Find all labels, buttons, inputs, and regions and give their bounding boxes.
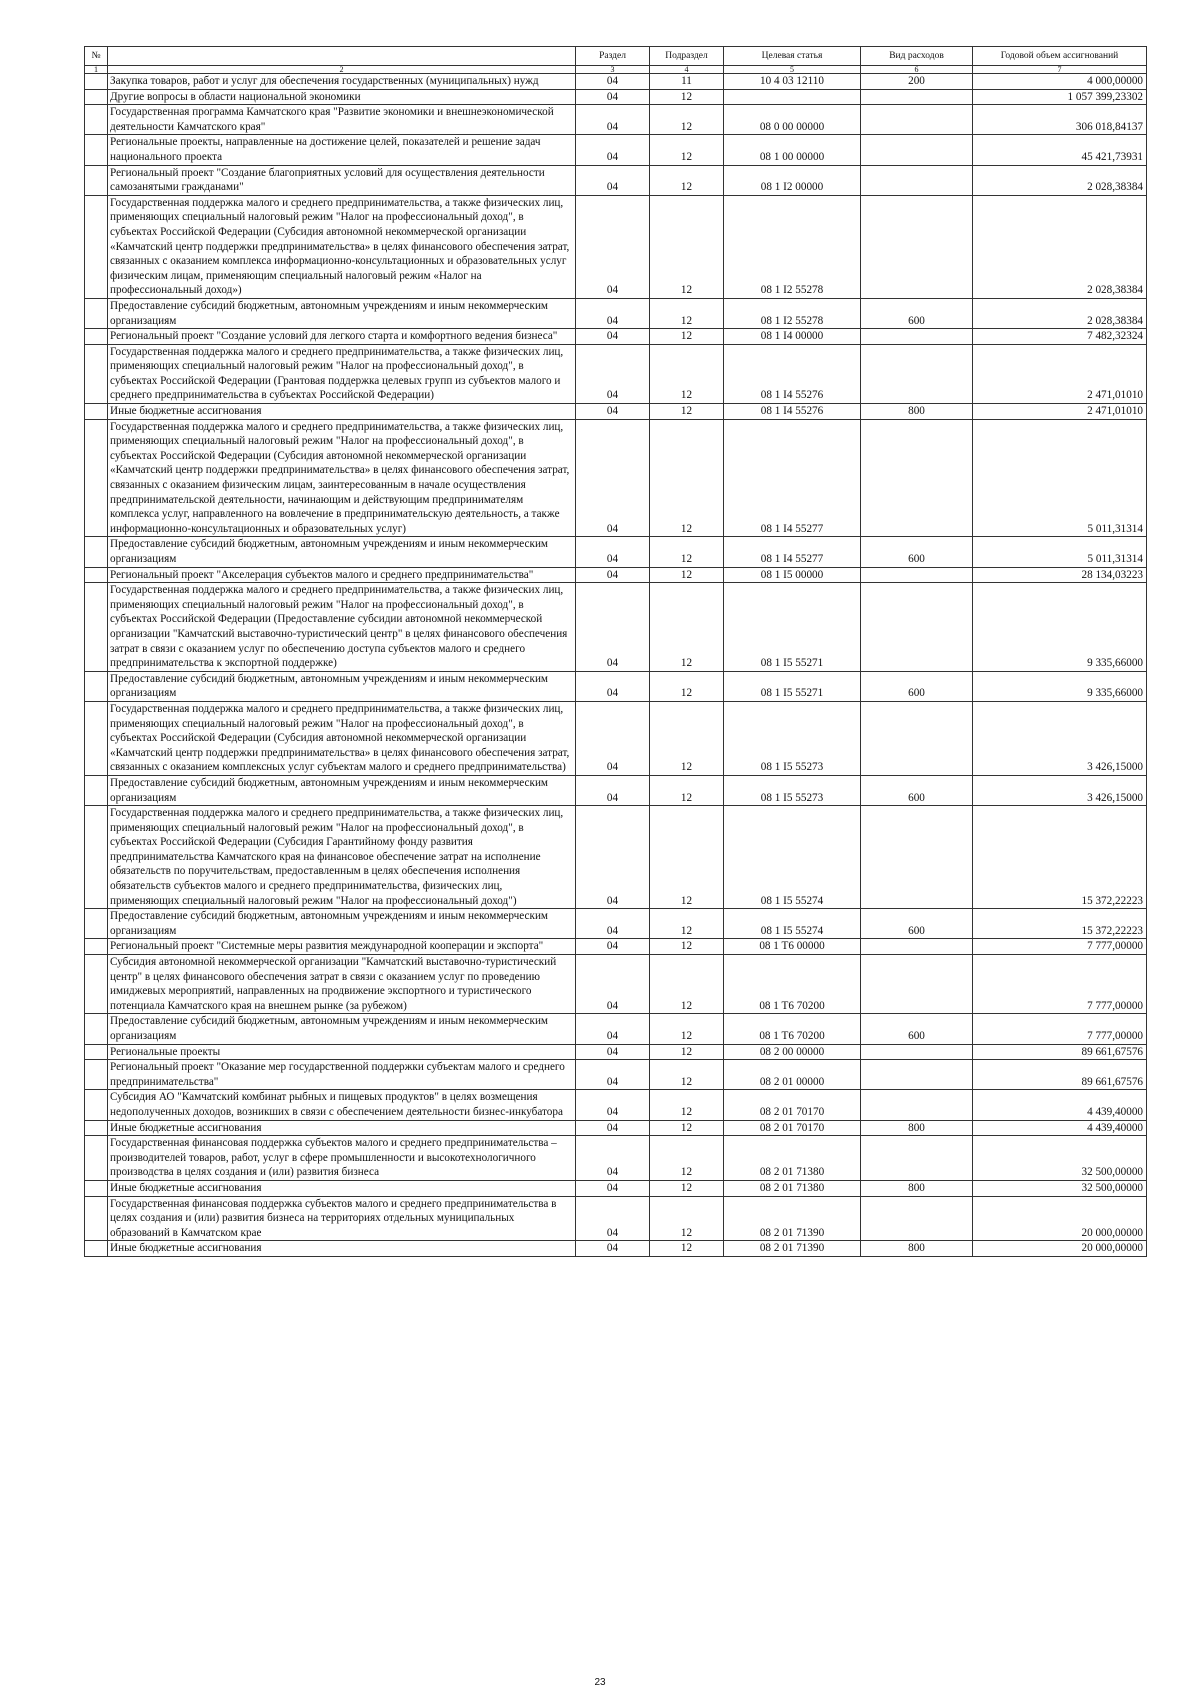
row-target-article: 08 1 T6 70200	[724, 955, 861, 1014]
row-target-article: 08 1 T6 00000	[724, 939, 861, 955]
row-target-article: 08 1 I4 00000	[724, 329, 861, 345]
row-amount: 4 000,00000	[973, 74, 1147, 90]
page-number: 23	[594, 1677, 606, 1688]
row-subsection: 12	[650, 1241, 724, 1257]
row-amount: 1 057 399,23302	[973, 89, 1147, 105]
row-number-cell	[85, 909, 108, 939]
row-expense-type	[861, 105, 973, 135]
row-target-article: 08 1 00 00000	[724, 135, 861, 165]
row-number-cell	[85, 1136, 108, 1181]
row-number-cell	[85, 419, 108, 537]
row-amount: 4 439,40000	[973, 1090, 1147, 1120]
row-number-cell	[85, 89, 108, 105]
table-row	[85, 955, 1147, 1014]
row-number-cell	[85, 105, 108, 135]
row-target-article: 08 1 I2 55278	[724, 195, 861, 298]
row-number-cell	[85, 939, 108, 955]
budget-table	[84, 46, 1147, 1257]
row-subsection: 12	[650, 1014, 724, 1044]
table-row	[85, 537, 1147, 567]
row-expense-type: 800	[861, 404, 973, 420]
table-row	[85, 195, 1147, 298]
column-number-cell: 1	[85, 66, 108, 74]
row-name: Региональные проекты	[108, 1044, 576, 1060]
row-section: 04	[576, 909, 650, 939]
row-number-cell	[85, 1241, 108, 1257]
row-expense-type	[861, 329, 973, 345]
row-name: Предоставление субсидий бюджетным, автономным учреждениям и иным некоммерческим организациям	[108, 298, 576, 328]
row-name: Региональный проект "Системные меры развития международной кооперации и экспорта"	[108, 939, 576, 955]
row-number-cell	[85, 1044, 108, 1060]
table-body	[85, 74, 1147, 1257]
row-name: Предоставление субсидий бюджетным, автономным учреждениям и иным некоммерческим организациям	[108, 909, 576, 939]
row-target-article: 08 1 I5 55271	[724, 583, 861, 672]
row-name: Иные бюджетные ассигнования	[108, 1120, 576, 1136]
row-subsection: 12	[650, 671, 724, 701]
row-amount: 15 372,22223	[973, 806, 1147, 909]
row-expense-type	[861, 955, 973, 1014]
row-section: 04	[576, 404, 650, 420]
row-expense-type	[861, 583, 973, 672]
table-row	[85, 135, 1147, 165]
row-subsection: 12	[650, 909, 724, 939]
row-target-article: 08 1 I5 55274	[724, 806, 861, 909]
header-expense-type: Вид расходов	[861, 47, 973, 66]
table-row	[85, 1241, 1147, 1257]
row-section: 04	[576, 806, 650, 909]
table-row	[85, 775, 1147, 805]
row-target-article: 08 2 00 00000	[724, 1044, 861, 1060]
table-row	[85, 939, 1147, 955]
row-subsection: 12	[650, 1180, 724, 1196]
row-amount: 2 471,01010	[973, 404, 1147, 420]
row-section: 04	[576, 105, 650, 135]
row-number-cell	[85, 1180, 108, 1196]
row-expense-type	[861, 1136, 973, 1181]
row-name: Предоставление субсидий бюджетным, автономным учреждениям и иным некоммерческим организациям	[108, 1014, 576, 1044]
row-target-article: 08 2 01 70170	[724, 1120, 861, 1136]
row-expense-type	[861, 806, 973, 909]
row-section: 04	[576, 955, 650, 1014]
table-row	[85, 1196, 1147, 1241]
row-expense-type: 600	[861, 671, 973, 701]
row-name: Региональный проект "Создание условий для легкого старта и комфортного ведения бизнеса"	[108, 329, 576, 345]
row-number-cell	[85, 74, 108, 90]
row-amount: 4 439,40000	[973, 1120, 1147, 1136]
row-section: 04	[576, 329, 650, 345]
row-number-cell	[85, 955, 108, 1014]
budget-table-sheet	[84, 46, 1146, 1257]
row-subsection: 12	[650, 1136, 724, 1181]
row-number-cell	[85, 1014, 108, 1044]
row-section: 04	[576, 298, 650, 328]
table-row	[85, 806, 1147, 909]
row-name: Иные бюджетные ассигнования	[108, 1180, 576, 1196]
row-subsection: 11	[650, 74, 724, 90]
row-number-cell	[85, 1196, 108, 1241]
row-expense-type	[861, 165, 973, 195]
row-number-cell	[85, 701, 108, 775]
row-subsection: 12	[650, 567, 724, 583]
row-amount: 89 661,67576	[973, 1060, 1147, 1090]
row-amount: 2 028,38384	[973, 195, 1147, 298]
row-name: Другие вопросы в области национальной экономики	[108, 89, 576, 105]
row-number-cell	[85, 135, 108, 165]
table-row	[85, 329, 1147, 345]
row-section: 04	[576, 939, 650, 955]
row-amount: 45 421,73931	[973, 135, 1147, 165]
table-row	[85, 567, 1147, 583]
row-number-cell	[85, 1120, 108, 1136]
row-target-article: 08 2 01 71390	[724, 1241, 861, 1257]
row-name: Субсидия АО "Камчатский комбинат рыбных и пищевых продуктов" в целях возмещения недополученных доходов, возникших в связи с обеспечением деятельности бизнес-инкубатора	[108, 1090, 576, 1120]
row-target-article: 08 1 I4 55276	[724, 344, 861, 403]
table-row	[85, 909, 1147, 939]
row-expense-type	[861, 701, 973, 775]
row-number-cell	[85, 1060, 108, 1090]
row-section: 04	[576, 701, 650, 775]
row-amount: 7 777,00000	[973, 1014, 1147, 1044]
row-number-cell	[85, 671, 108, 701]
row-number-cell	[85, 344, 108, 403]
row-name: Государственная поддержка малого и среднего предпринимательства, а также физических лиц, применяющих специальный налоговый режим "Налог на профессиональный доход", в субъектах Российской Федерации (Субсидия автономной некоммерческой организации «Камчатский центр поддержки предпринимательства» в целях финансового обеспечения затрат, связанных с оказанием физическим лицам, заинтересованным в начале осуществления предпринимательской деятельности, начинающим и действующим предпринимателям комплекса услуг, направленного на вовлечение в предпринимательскую деятельность, а также информационно-консультационных и образовательных услуг)	[108, 419, 576, 537]
table-row	[85, 1180, 1147, 1196]
row-subsection: 12	[650, 806, 724, 909]
row-number-cell	[85, 806, 108, 909]
row-name: Закупка товаров, работ и услуг для обеспечения государственных (муниципальных) нужд	[108, 74, 576, 90]
column-number-cell: 3	[576, 66, 650, 74]
row-section: 04	[576, 1136, 650, 1181]
row-subsection: 12	[650, 89, 724, 105]
table-row	[85, 404, 1147, 420]
row-name: Региональный проект "Оказание мер государственной поддержки субъектам малого и среднего предпринимательства"	[108, 1060, 576, 1090]
row-section: 04	[576, 1060, 650, 1090]
row-amount: 20 000,00000	[973, 1241, 1147, 1257]
row-section: 04	[576, 74, 650, 90]
row-amount: 7 777,00000	[973, 939, 1147, 955]
row-target-article: 08 1 I4 55277	[724, 537, 861, 567]
row-target-article: 08 1 I4 55276	[724, 404, 861, 420]
row-target-article: 08 0 00 00000	[724, 105, 861, 135]
row-number-cell	[85, 583, 108, 672]
row-subsection: 12	[650, 344, 724, 403]
row-amount: 2 471,01010	[973, 344, 1147, 403]
row-section: 04	[576, 1044, 650, 1060]
table-row	[85, 1060, 1147, 1090]
row-number-cell	[85, 1090, 108, 1120]
row-target-article	[724, 89, 861, 105]
table-row	[85, 344, 1147, 403]
row-target-article: 08 1 I5 55271	[724, 671, 861, 701]
row-target-article: 10 4 03 12110	[724, 74, 861, 90]
row-section: 04	[576, 135, 650, 165]
row-subsection: 12	[650, 1120, 724, 1136]
table-row	[85, 1136, 1147, 1181]
row-amount: 28 134,03223	[973, 567, 1147, 583]
row-amount: 32 500,00000	[973, 1136, 1147, 1181]
table-row	[85, 1120, 1147, 1136]
table-row	[85, 74, 1147, 90]
header-target-article: Целевая статья	[724, 47, 861, 66]
row-name: Государственная финансовая поддержка субъектов малого и среднего предпринимательства – производителей товаров, работ, услуг в сфере промышленности и высокотехнологичного производства в целях создания и (или) развития бизнеса	[108, 1136, 576, 1181]
row-section: 04	[576, 671, 650, 701]
row-name: Иные бюджетные ассигнования	[108, 1241, 576, 1257]
row-amount: 9 335,66000	[973, 583, 1147, 672]
table-row	[85, 671, 1147, 701]
row-amount: 306 018,84137	[973, 105, 1147, 135]
row-expense-type: 200	[861, 74, 973, 90]
row-number-cell	[85, 537, 108, 567]
column-number-cell: 4	[650, 66, 724, 74]
row-amount: 3 426,15000	[973, 701, 1147, 775]
row-name: Государственная поддержка малого и среднего предпринимательства, а также физических лиц, применяющих специальный налоговый режим "Налог на профессиональный доход", в субъектах Российской Федерации (Субсидия автономной некоммерческой организации «Камчатский центр поддержки предпринимательства» в целях финансового обеспечения затрат, связанных с оказанием комплексных услуг субъектам малого и среднего предпринимательства)	[108, 701, 576, 775]
row-subsection: 12	[650, 939, 724, 955]
row-target-article: 08 2 01 71390	[724, 1196, 861, 1241]
row-target-article: 08 1 I5 55274	[724, 909, 861, 939]
row-section: 04	[576, 344, 650, 403]
row-name: Региональный проект "Акселерация субъектов малого и среднего предпринимательства"	[108, 567, 576, 583]
row-amount: 32 500,00000	[973, 1180, 1147, 1196]
row-name: Предоставление субсидий бюджетным, автономным учреждениям и иным некоммерческим организациям	[108, 537, 576, 567]
header-row	[85, 47, 1147, 66]
row-expense-type	[861, 567, 973, 583]
header-name	[108, 47, 576, 66]
row-section: 04	[576, 195, 650, 298]
row-amount: 89 661,67576	[973, 1044, 1147, 1060]
row-subsection: 12	[650, 1044, 724, 1060]
table-row	[85, 298, 1147, 328]
row-number-cell	[85, 775, 108, 805]
row-expense-type: 800	[861, 1180, 973, 1196]
row-subsection: 12	[650, 419, 724, 537]
row-section: 04	[576, 583, 650, 672]
row-target-article: 08 1 I2 00000	[724, 165, 861, 195]
row-subsection: 12	[650, 165, 724, 195]
row-number-cell	[85, 329, 108, 345]
header-subsection: Подраздел	[650, 47, 724, 66]
row-expense-type	[861, 1060, 973, 1090]
row-expense-type	[861, 1196, 973, 1241]
column-number-cell: 2	[108, 66, 576, 74]
row-name: Государственная поддержка малого и среднего предпринимательства, а также физических лиц, применяющих специальный налоговый режим "Налог на профессиональный доход", в субъектах Российской Федерации (Грантовая поддержка целевых групп из субъектов малого и среднего предпринимательства в субъектах Российской Федерации)	[108, 344, 576, 403]
row-section: 04	[576, 567, 650, 583]
row-section: 04	[576, 1090, 650, 1120]
row-amount: 2 028,38384	[973, 165, 1147, 195]
row-amount: 5 011,31314	[973, 419, 1147, 537]
row-subsection: 12	[650, 195, 724, 298]
row-subsection: 12	[650, 329, 724, 345]
row-amount: 7 482,32324	[973, 329, 1147, 345]
row-expense-type: 600	[861, 1014, 973, 1044]
table-row	[85, 165, 1147, 195]
row-name: Региональный проект "Создание благоприятных условий для осуществления деятельности самозанятыми гражданами"	[108, 165, 576, 195]
table-row	[85, 583, 1147, 672]
row-number-cell	[85, 165, 108, 195]
row-expense-type	[861, 419, 973, 537]
row-section: 04	[576, 1180, 650, 1196]
row-section: 04	[576, 1196, 650, 1241]
row-subsection: 12	[650, 135, 724, 165]
row-expense-type: 600	[861, 909, 973, 939]
row-expense-type	[861, 344, 973, 403]
row-amount: 9 335,66000	[973, 671, 1147, 701]
row-subsection: 12	[650, 775, 724, 805]
row-subsection: 12	[650, 1090, 724, 1120]
row-target-article: 08 2 01 71380	[724, 1180, 861, 1196]
row-name: Государственная поддержка малого и среднего предпринимательства, а также физических лиц, применяющих специальный налоговый режим "Налог на профессиональный доход", в субъектах Российской Федерации (Субсидия Гарантийному фонду развития предпринимательства Камчатского края на финансовое обеспечение затрат на исполнение обязательств по поручительствам, предоставленным в целях обеспечения исполнения обязательств субъектов малого и среднего предпринимательства, физических лиц, применяющих специальный налоговый режим "Налог на профессиональный доход")	[108, 806, 576, 909]
row-target-article: 08 1 I2 55278	[724, 298, 861, 328]
column-number-cell: 6	[861, 66, 973, 74]
row-target-article: 08 2 01 00000	[724, 1060, 861, 1090]
table-row	[85, 1090, 1147, 1120]
row-expense-type: 800	[861, 1120, 973, 1136]
row-amount: 5 011,31314	[973, 537, 1147, 567]
row-target-article: 08 2 01 71380	[724, 1136, 861, 1181]
row-expense-type	[861, 1090, 973, 1120]
row-subsection: 12	[650, 701, 724, 775]
row-number-cell	[85, 404, 108, 420]
table-row	[85, 419, 1147, 537]
table-row	[85, 89, 1147, 105]
row-section: 04	[576, 165, 650, 195]
row-subsection: 12	[650, 1060, 724, 1090]
table-row	[85, 1014, 1147, 1044]
row-subsection: 12	[650, 404, 724, 420]
row-subsection: 12	[650, 537, 724, 567]
row-section: 04	[576, 1120, 650, 1136]
row-name: Государственная поддержка малого и среднего предпринимательства, а также физических лиц, применяющих специальный налоговый режим "Налог на профессиональный доход", в субъектах Российской Федерации (Предоставление субсидии автономной некоммерческой организации "Камчатский выставочно-туристический центр" в целях финансового обеспечения затрат в связи с оказанием услуг по обеспечению доступа субъектов малого и среднего предпринимательства к экспортной поддержке)	[108, 583, 576, 672]
table-row	[85, 1044, 1147, 1060]
header-section: Раздел	[576, 47, 650, 66]
row-number-cell	[85, 567, 108, 583]
row-target-article: 08 1 T6 70200	[724, 1014, 861, 1044]
table-row	[85, 105, 1147, 135]
row-target-article: 08 1 I5 55273	[724, 775, 861, 805]
row-amount: 20 000,00000	[973, 1196, 1147, 1241]
row-amount: 2 028,38384	[973, 298, 1147, 328]
row-name: Региональные проекты, направленные на достижение целей, показателей и решение задач национального проекта	[108, 135, 576, 165]
row-name: Государственная программа Камчатского края "Развитие экономики и внешнеэкономической деятельности Камчатского края"	[108, 105, 576, 135]
row-subsection: 12	[650, 955, 724, 1014]
table-row	[85, 701, 1147, 775]
row-expense-type	[861, 89, 973, 105]
row-amount: 15 372,22223	[973, 909, 1147, 939]
row-section: 04	[576, 419, 650, 537]
row-name: Предоставление субсидий бюджетным, автономным учреждениям и иным некоммерческим организациям	[108, 671, 576, 701]
row-target-article: 08 1 I5 00000	[724, 567, 861, 583]
row-subsection: 12	[650, 105, 724, 135]
row-target-article: 08 2 01 70170	[724, 1090, 861, 1120]
row-section: 04	[576, 775, 650, 805]
row-subsection: 12	[650, 298, 724, 328]
row-section: 04	[576, 1014, 650, 1044]
row-name: Субсидия автономной некоммерческой организации "Камчатский выставочно-туристический центр" в целях финансового обеспечения затрат в связи с оказанием услуг по проведению имиджевых мероприятий, направленных на продвижение экспортного и туристического потенциала Камчатского края на внешнем рынке (за рубежом)	[108, 955, 576, 1014]
column-number-row	[85, 66, 1147, 74]
column-number-cell: 7	[973, 66, 1147, 74]
row-amount: 3 426,15000	[973, 775, 1147, 805]
row-section: 04	[576, 537, 650, 567]
header-number: №	[85, 47, 108, 66]
row-amount: 7 777,00000	[973, 955, 1147, 1014]
row-expense-type: 600	[861, 775, 973, 805]
row-name: Предоставление субсидий бюджетным, автономным учреждениям и иным некоммерческим организациям	[108, 775, 576, 805]
row-expense-type: 800	[861, 1241, 973, 1257]
row-number-cell	[85, 195, 108, 298]
row-name: Иные бюджетные ассигнования	[108, 404, 576, 420]
row-target-article: 08 1 I5 55273	[724, 701, 861, 775]
row-target-article: 08 1 I4 55277	[724, 419, 861, 537]
row-expense-type: 600	[861, 537, 973, 567]
row-expense-type	[861, 135, 973, 165]
row-number-cell	[85, 298, 108, 328]
header-annual-amount: Годовой объем ассигнований	[973, 47, 1147, 66]
row-expense-type	[861, 939, 973, 955]
row-name: Государственная поддержка малого и среднего предпринимательства, а также физических лиц, применяющих специальный налоговый режим "Налог на профессиональный доход", в субъектах Российской Федерации (Субсидия автономной некоммерческой организации «Камчатский центр поддержки предпринимательства» в целях финансового обеспечения затрат, связанных с оказанием комплекса информационно-консультационных и образовательных услуг физическим лицам, применяющим специальный налоговый режим «Налог на профессиональный доход»)	[108, 195, 576, 298]
row-name: Государственная финансовая поддержка субъектов малого и среднего предпринимательства в целях создания и (или) развития бизнеса на территориях отдельных муниципальных образований в Камчатском крае	[108, 1196, 576, 1241]
row-section: 04	[576, 89, 650, 105]
column-number-cell: 5	[724, 66, 861, 74]
row-expense-type	[861, 195, 973, 298]
row-subsection: 12	[650, 1196, 724, 1241]
row-expense-type	[861, 1044, 973, 1060]
row-expense-type: 600	[861, 298, 973, 328]
row-subsection: 12	[650, 583, 724, 672]
row-section: 04	[576, 1241, 650, 1257]
